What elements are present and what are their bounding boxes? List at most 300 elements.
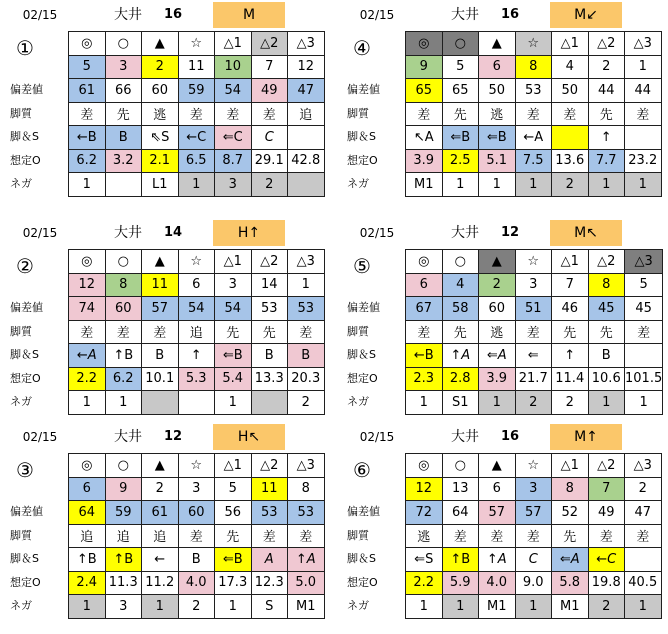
race-venue: 大井 bbox=[114, 429, 142, 445]
table-row bbox=[406, 149, 662, 173]
table-row bbox=[406, 524, 662, 548]
table-cell: △3 bbox=[288, 454, 325, 478]
table-cell: 11 bbox=[251, 477, 288, 501]
table-cell: ▲ bbox=[142, 454, 179, 478]
table-cell: 差 bbox=[406, 320, 443, 344]
table-cell: 先 bbox=[442, 102, 479, 126]
race-class-badge: M↙ bbox=[550, 2, 622, 28]
table-cell: ↑B bbox=[69, 548, 106, 572]
table-cell: ▲ bbox=[479, 32, 516, 56]
table-row bbox=[406, 571, 662, 595]
row-label: 脚質 bbox=[10, 106, 32, 120]
table-cell: 7.7 bbox=[588, 149, 625, 173]
row-label: 脚質 bbox=[10, 324, 32, 338]
table-cell: ○ bbox=[442, 454, 479, 478]
row-label: 想定O bbox=[10, 575, 41, 589]
table-cell: 6.2 bbox=[69, 149, 106, 173]
table-cell: 1 bbox=[625, 595, 662, 619]
table-cell: 74 bbox=[69, 297, 106, 321]
table-cell: 12 bbox=[69, 273, 106, 297]
table-cell: 差 bbox=[288, 524, 325, 548]
race-panel bbox=[8, 2, 338, 212]
table-cell: 60 bbox=[178, 501, 215, 525]
table-cell: 19.8 bbox=[588, 571, 625, 595]
table-cell: 12.3 bbox=[251, 571, 288, 595]
table-cell: 2.2 bbox=[69, 367, 106, 391]
table-cell: 差 bbox=[288, 320, 325, 344]
table-cell: 3 bbox=[178, 477, 215, 501]
table-row bbox=[69, 477, 325, 501]
table-cell: 差 bbox=[442, 524, 479, 548]
table-cell: 11.4 bbox=[552, 367, 589, 391]
table-cell: 7 bbox=[588, 477, 625, 501]
row-label: 想定O bbox=[10, 153, 41, 167]
table-cell: 1 bbox=[588, 391, 625, 415]
table-cell: 先 bbox=[251, 320, 288, 344]
table-cell: 1 bbox=[442, 173, 479, 197]
table-cell: ◎ bbox=[69, 454, 106, 478]
table-cell: B bbox=[142, 344, 179, 368]
table-cell: 9 bbox=[406, 55, 443, 79]
table-cell: 49 bbox=[251, 79, 288, 103]
table-cell: 2 bbox=[625, 477, 662, 501]
table-cell: ←B bbox=[406, 344, 443, 368]
row-label: 脚質 bbox=[347, 324, 369, 338]
race-header bbox=[8, 424, 338, 450]
row-label: 脚＆S bbox=[347, 552, 376, 565]
row-label: ネガ bbox=[347, 599, 369, 612]
table-row bbox=[406, 548, 662, 572]
table-cell: 4 bbox=[552, 55, 589, 79]
table-cell: 1 bbox=[69, 595, 106, 619]
table-cell: 逃 bbox=[479, 320, 516, 344]
table-cell: 44 bbox=[588, 79, 625, 103]
table-cell: 1 bbox=[406, 391, 443, 415]
table-cell: 20.3 bbox=[288, 367, 325, 391]
table-cell: 60 bbox=[479, 297, 516, 321]
table-cell: △1 bbox=[552, 250, 589, 274]
row-label: 想定O bbox=[347, 371, 378, 385]
table-cell: 11.2 bbox=[142, 571, 179, 595]
table-cell: 66 bbox=[105, 79, 142, 103]
table-cell: 60 bbox=[105, 297, 142, 321]
table-cell: ⇐B bbox=[479, 126, 516, 150]
table-cell: M1 bbox=[479, 595, 516, 619]
race-header bbox=[8, 2, 338, 28]
table-cell: ⇐B bbox=[215, 548, 252, 572]
race-table bbox=[405, 31, 662, 197]
table-cell: B bbox=[588, 344, 625, 368]
table-cell: ↑B bbox=[442, 548, 479, 572]
race-date: 02/15 bbox=[359, 8, 395, 22]
race-table bbox=[68, 453, 325, 619]
table-cell: S1 bbox=[442, 391, 479, 415]
table-cell: 6 bbox=[69, 477, 106, 501]
table-row bbox=[69, 320, 325, 344]
table-cell bbox=[142, 391, 179, 415]
table-cell: ←B bbox=[69, 126, 106, 150]
table-cell: S bbox=[251, 595, 288, 619]
row-label: 脚＆S bbox=[10, 348, 39, 361]
table-cell bbox=[251, 391, 288, 415]
runner-count: 16 bbox=[500, 7, 520, 22]
table-cell: 17.3 bbox=[215, 571, 252, 595]
table-cell: 2 bbox=[142, 477, 179, 501]
row-label: 偏差値 bbox=[347, 301, 380, 314]
table-cell: ○ bbox=[442, 32, 479, 56]
table-cell bbox=[105, 173, 142, 197]
table-cell: 8 bbox=[288, 477, 325, 501]
table-cell: 先 bbox=[552, 320, 589, 344]
table-cell: △3 bbox=[625, 32, 662, 56]
table-cell: ○ bbox=[105, 32, 142, 56]
row-label: 脚質 bbox=[347, 106, 369, 120]
table-cell: 差 bbox=[69, 320, 106, 344]
table-cell: 差 bbox=[588, 524, 625, 548]
table-cell: 差 bbox=[406, 102, 443, 126]
row-label: 想定O bbox=[10, 371, 41, 385]
table-cell: 44 bbox=[625, 79, 662, 103]
table-cell: 1 bbox=[442, 595, 479, 619]
race-date: 02/15 bbox=[22, 226, 58, 240]
table-cell: 1 bbox=[625, 55, 662, 79]
table-row bbox=[406, 126, 662, 150]
table-cell: 5.1 bbox=[479, 149, 516, 173]
table-cell: 1 bbox=[479, 391, 516, 415]
row-label: 想定O bbox=[347, 575, 378, 589]
table-cell: ◎ bbox=[406, 454, 443, 478]
table-cell: 追 bbox=[69, 524, 106, 548]
table-cell: 6 bbox=[406, 273, 443, 297]
table-cell: ☆ bbox=[515, 250, 552, 274]
table-cell: 4 bbox=[442, 273, 479, 297]
table-cell bbox=[288, 173, 325, 197]
table-cell: ○ bbox=[442, 250, 479, 274]
table-cell: 追 bbox=[105, 524, 142, 548]
table-cell: 64 bbox=[442, 501, 479, 525]
table-cell: 3.9 bbox=[479, 367, 516, 391]
table-cell: 72 bbox=[406, 501, 443, 525]
table-cell: 45 bbox=[625, 297, 663, 321]
row-label: 脚質 bbox=[347, 528, 369, 542]
table-row bbox=[69, 273, 325, 297]
table-cell: △1 bbox=[552, 32, 589, 56]
table-cell: 差 bbox=[215, 102, 252, 126]
table-cell: 5.4 bbox=[215, 367, 252, 391]
table-cell: 45 bbox=[588, 297, 625, 321]
table-cell: ☆ bbox=[515, 454, 552, 478]
table-cell: 2.4 bbox=[69, 571, 106, 595]
table-cell: 3 bbox=[215, 273, 252, 297]
runner-count: 16 bbox=[163, 7, 183, 22]
table-row bbox=[406, 477, 662, 501]
table-cell: 9.0 bbox=[515, 571, 552, 595]
table-cell: C bbox=[251, 126, 288, 150]
table-row bbox=[406, 595, 662, 619]
table-cell: 5.9 bbox=[442, 571, 479, 595]
row-label: 想定O bbox=[347, 153, 378, 167]
table-cell: 先 bbox=[215, 320, 252, 344]
table-cell: 差 bbox=[515, 320, 552, 344]
table-cell: 3 bbox=[105, 55, 142, 79]
race-number: ② bbox=[16, 254, 34, 278]
table-cell: ⇐B bbox=[442, 126, 479, 150]
table-cell: 2 bbox=[142, 55, 179, 79]
table-cell: 46 bbox=[552, 297, 589, 321]
table-row bbox=[69, 571, 325, 595]
race-class-badge: H↖ bbox=[213, 424, 285, 450]
table-cell: 40.5 bbox=[625, 571, 662, 595]
table-cell: ←C bbox=[178, 126, 215, 150]
table-cell: ↑B bbox=[105, 548, 142, 572]
table-row bbox=[406, 273, 663, 297]
table-cell: ↑A bbox=[288, 548, 325, 572]
table-cell: 10 bbox=[215, 55, 252, 79]
table-cell: M1 bbox=[406, 173, 443, 197]
table-cell: ☆ bbox=[178, 250, 215, 274]
table-cell: △2 bbox=[251, 454, 288, 478]
table-cell: 1 bbox=[69, 173, 106, 197]
table-cell: 5 bbox=[215, 477, 252, 501]
table-cell bbox=[288, 126, 325, 150]
table-cell: 1 bbox=[178, 173, 215, 197]
table-cell: A bbox=[251, 548, 288, 572]
table-row bbox=[69, 126, 325, 150]
table-cell: 47 bbox=[288, 79, 325, 103]
table-cell: ⇐C bbox=[215, 126, 252, 150]
race-venue: 大井 bbox=[451, 429, 479, 445]
table-cell: 8 bbox=[105, 273, 142, 297]
table-cell: 65 bbox=[442, 79, 479, 103]
table-cell: 8 bbox=[552, 477, 589, 501]
table-row bbox=[69, 173, 325, 197]
table-cell: 59 bbox=[105, 501, 142, 525]
table-cell: 2 bbox=[178, 595, 215, 619]
table-cell: ←A bbox=[515, 126, 552, 150]
table-row bbox=[69, 149, 325, 173]
race-number: ③ bbox=[16, 458, 34, 482]
race-venue: 大井 bbox=[451, 225, 479, 241]
table-cell: 先 bbox=[105, 102, 142, 126]
table-cell: 12 bbox=[288, 55, 325, 79]
race-number: ④ bbox=[353, 36, 371, 60]
table-cell: 差 bbox=[69, 102, 106, 126]
table-cell: 1 bbox=[625, 173, 662, 197]
table-cell: 差 bbox=[251, 524, 288, 548]
table-cell: B bbox=[105, 126, 142, 150]
table-cell bbox=[178, 391, 215, 415]
race-header bbox=[8, 220, 338, 246]
race-panel bbox=[8, 220, 338, 430]
table-cell: 60 bbox=[142, 79, 179, 103]
table-row bbox=[406, 32, 662, 56]
race-class-badge: M↖ bbox=[550, 220, 622, 246]
table-row bbox=[406, 250, 663, 274]
row-label: 偏差値 bbox=[10, 83, 43, 96]
table-cell: 5 bbox=[442, 55, 479, 79]
table-cell: 6 bbox=[178, 273, 215, 297]
table-cell: 2 bbox=[588, 55, 625, 79]
table-cell: 逃 bbox=[406, 524, 443, 548]
table-cell: △3 bbox=[288, 250, 325, 274]
table-cell: 1 bbox=[215, 391, 252, 415]
table-cell: ↑ bbox=[178, 344, 215, 368]
row-label: ネガ bbox=[347, 395, 369, 408]
table-cell: 13 bbox=[442, 477, 479, 501]
table-cell: 2 bbox=[479, 273, 516, 297]
table-row bbox=[69, 344, 325, 368]
table-cell: ○ bbox=[105, 454, 142, 478]
table-cell: 11.3 bbox=[105, 571, 142, 595]
table-cell: ☆ bbox=[178, 454, 215, 478]
table-row bbox=[69, 367, 325, 391]
table-cell: 差 bbox=[515, 102, 552, 126]
table-cell: 1 bbox=[142, 595, 179, 619]
row-label: ネガ bbox=[347, 177, 369, 190]
table-cell: 差 bbox=[105, 320, 142, 344]
table-cell: 29.1 bbox=[251, 149, 288, 173]
table-cell: C bbox=[515, 548, 552, 572]
table-cell: 3 bbox=[105, 595, 142, 619]
table-cell: ↑B bbox=[105, 344, 142, 368]
table-cell: 59 bbox=[178, 79, 215, 103]
table-cell: △3 bbox=[625, 454, 662, 478]
table-cell: ▲ bbox=[142, 32, 179, 56]
table-cell: 1 bbox=[105, 391, 142, 415]
table-cell: 逃 bbox=[479, 102, 516, 126]
table-cell: 先 bbox=[588, 102, 625, 126]
table-cell: 5 bbox=[625, 273, 663, 297]
table-cell: ↑A bbox=[442, 344, 479, 368]
table-cell: ⇐A bbox=[552, 548, 589, 572]
table-cell: 5.3 bbox=[178, 367, 215, 391]
table-cell: ⇐B bbox=[215, 344, 252, 368]
table-cell bbox=[625, 344, 663, 368]
table-cell: 21.7 bbox=[515, 367, 552, 391]
table-cell: 67 bbox=[406, 297, 443, 321]
table-cell: 追 bbox=[288, 102, 325, 126]
table-row bbox=[69, 250, 325, 274]
table-cell: 54 bbox=[215, 79, 252, 103]
table-cell: 65 bbox=[406, 79, 443, 103]
table-row bbox=[406, 79, 662, 103]
table-cell: 先 bbox=[215, 524, 252, 548]
table-cell: 差 bbox=[178, 102, 215, 126]
table-cell: 64 bbox=[69, 501, 106, 525]
table-cell: ◎ bbox=[406, 250, 443, 274]
table-cell: ○ bbox=[105, 250, 142, 274]
table-cell: △2 bbox=[251, 32, 288, 56]
table-cell bbox=[625, 548, 662, 572]
table-row bbox=[406, 391, 663, 415]
race-date: 02/15 bbox=[22, 430, 58, 444]
table-row bbox=[69, 548, 325, 572]
race-date: 02/15 bbox=[22, 8, 58, 22]
table-cell: ◎ bbox=[69, 250, 106, 274]
table-cell: ◎ bbox=[406, 32, 443, 56]
table-cell: 11 bbox=[142, 273, 179, 297]
table-cell: 11 bbox=[178, 55, 215, 79]
table-cell: 61 bbox=[69, 79, 106, 103]
race-date: 02/15 bbox=[359, 226, 395, 240]
table-cell: 2.3 bbox=[406, 367, 443, 391]
runner-count: 16 bbox=[500, 429, 520, 444]
table-cell: 逃 bbox=[142, 102, 179, 126]
race-table bbox=[405, 249, 663, 415]
table-cell bbox=[552, 126, 589, 150]
table-cell: 1 bbox=[69, 391, 106, 415]
table-cell: 13.6 bbox=[552, 149, 589, 173]
table-cell: 2.5 bbox=[442, 149, 479, 173]
runner-count: 12 bbox=[163, 429, 183, 444]
table-cell: ☆ bbox=[178, 32, 215, 56]
row-label: 偏差値 bbox=[10, 301, 43, 314]
table-cell: 6 bbox=[479, 55, 516, 79]
table-cell: 1 bbox=[515, 595, 552, 619]
table-cell: B bbox=[178, 548, 215, 572]
table-cell: 12 bbox=[406, 477, 443, 501]
table-cell: 57 bbox=[515, 501, 552, 525]
table-cell: 先 bbox=[442, 320, 479, 344]
row-label: 脚質 bbox=[10, 528, 32, 542]
table-cell: 6.5 bbox=[178, 149, 215, 173]
table-cell: 2 bbox=[251, 173, 288, 197]
table-cell: ⇖S bbox=[142, 126, 179, 150]
table-cell: 3 bbox=[215, 173, 252, 197]
table-row bbox=[406, 320, 663, 344]
race-table bbox=[405, 453, 662, 619]
table-row bbox=[69, 595, 325, 619]
table-cell: 4.0 bbox=[178, 571, 215, 595]
table-cell: 1 bbox=[406, 595, 443, 619]
table-cell: ← bbox=[142, 548, 179, 572]
table-cell: △1 bbox=[215, 32, 252, 56]
table-cell: 2.1 bbox=[142, 149, 179, 173]
table-cell: ↑A bbox=[479, 548, 516, 572]
table-row bbox=[69, 454, 325, 478]
table-cell: △2 bbox=[588, 32, 625, 56]
table-cell: 差 bbox=[479, 524, 516, 548]
table-cell: M1 bbox=[552, 595, 589, 619]
table-cell: 5.8 bbox=[552, 571, 589, 595]
table-cell: 54 bbox=[178, 297, 215, 321]
table-cell: 差 bbox=[178, 524, 215, 548]
race-panel bbox=[8, 424, 338, 634]
table-cell: 1 bbox=[288, 273, 325, 297]
table-row bbox=[69, 102, 325, 126]
row-label: ネガ bbox=[10, 599, 32, 612]
table-cell: 61 bbox=[142, 501, 179, 525]
table-cell: 7 bbox=[251, 55, 288, 79]
race-class-badge: H↑ bbox=[213, 220, 285, 246]
table-cell: 1 bbox=[625, 391, 663, 415]
table-cell: 1 bbox=[479, 173, 516, 197]
race-date: 02/15 bbox=[359, 430, 395, 444]
table-cell: 差 bbox=[625, 102, 662, 126]
table-cell: 3.2 bbox=[105, 149, 142, 173]
table-cell: △2 bbox=[588, 250, 625, 274]
table-cell: 51 bbox=[515, 297, 552, 321]
table-cell: 50 bbox=[552, 79, 589, 103]
table-cell: 7.5 bbox=[515, 149, 552, 173]
table-cell: 8 bbox=[588, 273, 625, 297]
table-cell: 50 bbox=[479, 79, 516, 103]
table-cell: 3.9 bbox=[406, 149, 443, 173]
table-cell: 4.0 bbox=[479, 571, 516, 595]
row-label: ネガ bbox=[10, 395, 32, 408]
race-header bbox=[345, 220, 668, 246]
table-row bbox=[69, 501, 325, 525]
